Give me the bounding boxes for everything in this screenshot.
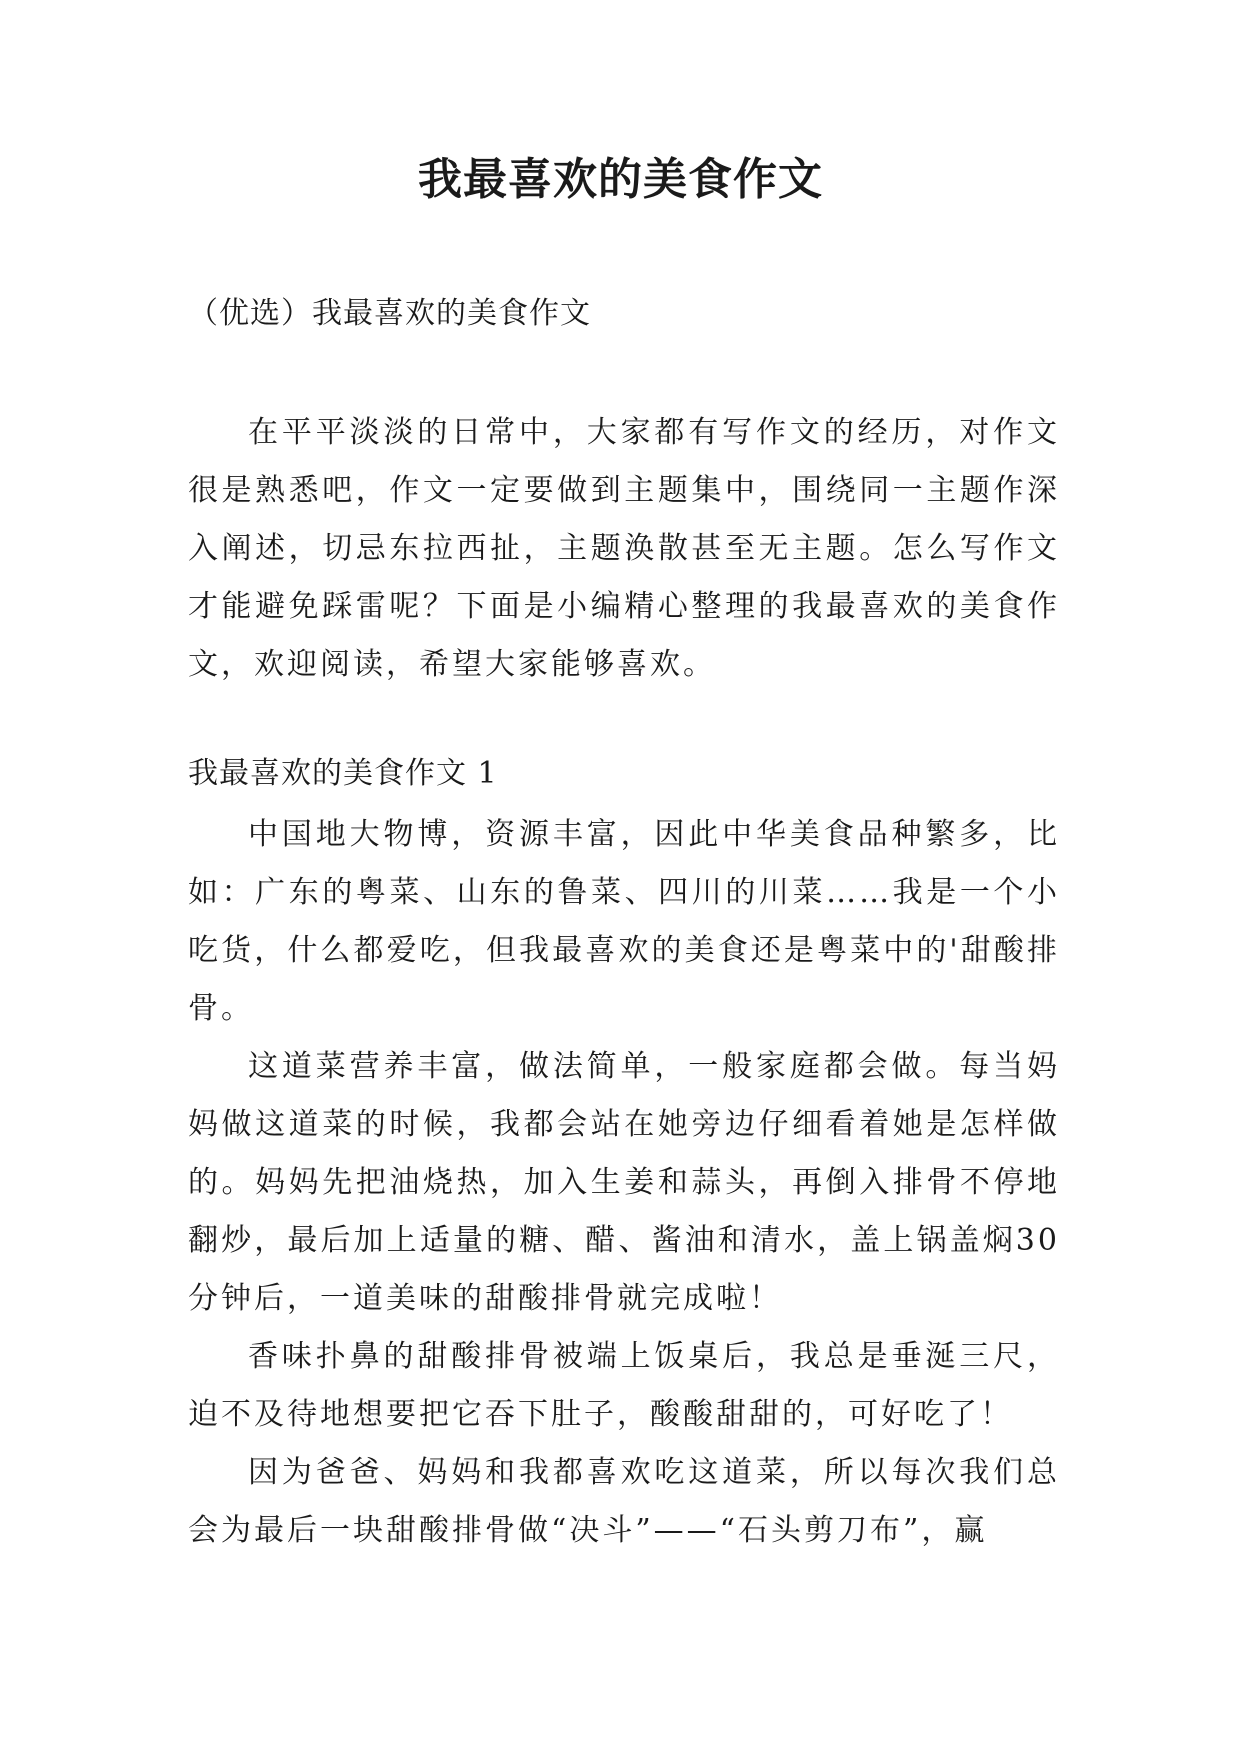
document-title: 我最喜欢的美食作文 bbox=[418, 154, 823, 205]
intro-block bbox=[188, 404, 1060, 694]
intro-paragraph: 在平平淡淡的日常中，大家都有写作文的经历，对作文很是熟悉吧，作文一定要做到主题集中，围绕同一主题作深入阐述，切忌东拉西扯，主题涣散甚至无主题。怎么写作文才能避免踩雷呢？下面是小编精心整理的我最喜欢的美食作文，欢迎阅读，希望大家能够喜欢。 bbox=[188, 415, 1060, 682]
section-body bbox=[188, 806, 1060, 1560]
body-paragraph-4: 因为爸爸、妈妈和我都喜欢吃这道菜，所以每次我们总会为最后一块甜酸排骨做“决斗”——“石头剪刀布”，赢 bbox=[188, 1455, 1060, 1548]
body-paragraph-3: 香味扑鼻的甜酸排骨被端上饭桌后，我总是垂涎三尺，迫不及待地想要把它吞下肚子，酸酸甜甜的，可好吃了！ bbox=[188, 1339, 1060, 1432]
section-heading: 我最喜欢的美食作文 1 bbox=[188, 756, 498, 791]
body-paragraph-2: 这道菜营养丰富，做法简单，一般家庭都会做。每当妈妈做这道菜的时候，我都会站在她旁边仔细看着她是怎样做的。妈妈先把油烧热，加入生姜和蒜头，再倒入排骨不停地翻炒，最后加上适量的糖、醋、酱油和清水，盖上锅盖焖30分钟后，一道美味的甜酸排骨就完成啦！ bbox=[188, 1049, 1060, 1316]
document-subtitle: （优选）我最喜欢的美食作文 bbox=[188, 296, 591, 331]
body-paragraph-1: 中国地大物博，资源丰富，因此中华美食品种繁多，比如：广东的粤菜、山东的鲁菜、四川的川菜……我是一个小吃货，什么都爱吃，但我最喜欢的美食还是粤菜中的'甜酸排骨。 bbox=[188, 817, 1060, 1026]
